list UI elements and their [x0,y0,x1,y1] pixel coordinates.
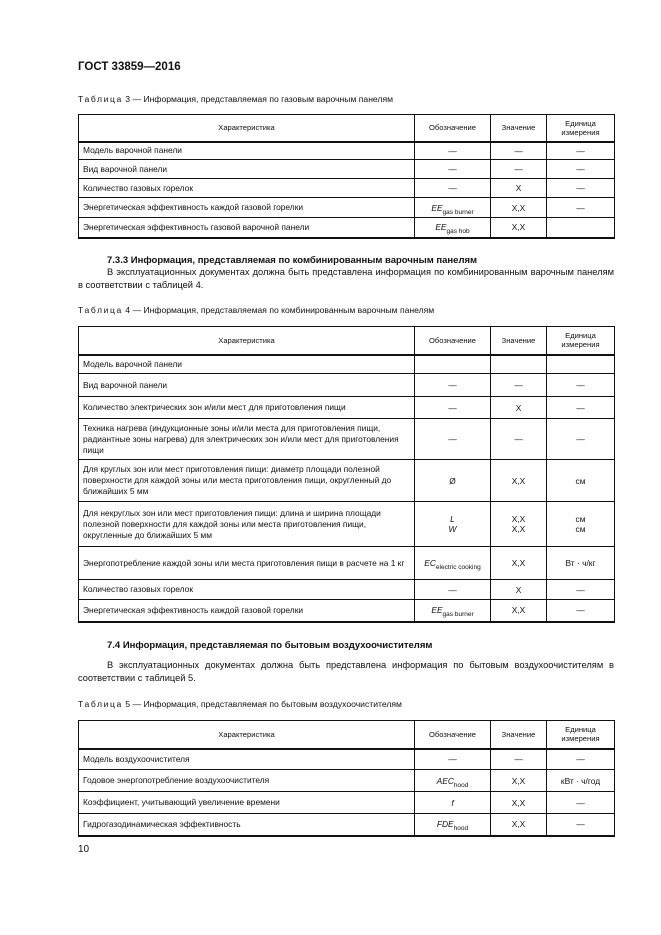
unit-cell [547,547,615,580]
unit-text: кВт · ч/год [560,775,601,786]
value-cell [491,502,547,547]
value-text: X [515,402,522,413]
section-7-3-3-heading: 7.3.3 Информация, представляемая по комбинированным варочным панелям [107,255,478,266]
characteristic-cell: Количество газовых горелок [79,179,415,198]
symbol-cell [415,547,491,580]
table-row [79,580,615,600]
value-cell [491,460,547,502]
characteristic-cell: Модель варочной панели [79,142,415,160]
value-text: X,X [511,819,526,830]
symbol-italic: FDE [436,819,454,830]
table3-caption-text: 3 — Информация, представляемая по газовым варочным панелям [125,94,394,104]
table-row [79,142,615,160]
characteristic-cell: Энергетическая эффективность каждой газовой горелки [79,198,415,218]
unit-text: — [576,380,585,390]
unit-text: см [575,514,586,524]
value-cell [491,419,547,460]
symbol-cell [415,600,491,622]
section-7-3-3-text: В эксплуатационных документах должна быть представлена информация по комбинированным варочным панелям в соответствии с таблицей 4. [78,267,614,290]
symbol-text: — [448,434,457,444]
table5-header-value: Значение [491,721,547,749]
table-row [79,749,615,770]
value-cell [491,580,547,600]
table4-header-symbol: Обозначение [415,327,491,355]
symbol-text: Ø [449,475,456,486]
value-text: X,X [511,514,526,524]
value-text: X,X [511,222,526,233]
table-row [79,374,615,397]
unit-cell [547,749,615,770]
symbol-italic: EC [424,558,436,568]
symbol-cell [415,749,491,770]
page-number: 10 [78,844,90,855]
table5-header-characteristic: Характеристика [79,721,415,749]
value-cell [491,198,547,218]
unit-text: — [576,819,585,830]
symbol-text: — [448,754,457,765]
symbol-cell [415,218,491,238]
unit-cell [547,460,615,502]
table-row [79,198,615,218]
table3-header-characteristic: Характеристика [79,115,415,142]
symbol-italic-2: W [448,524,457,534]
table5-caption-text: 5 — Информация, представляемая по бытовым воздухоочистителям [125,699,402,709]
value-cell [491,547,547,580]
unit-cell [547,142,615,160]
symbol-text: — [448,164,457,174]
table3-caption-label: Таблица [78,94,123,104]
value-cell [491,600,547,622]
value-text: — [514,754,523,765]
characteristic-cell: Гидрогазодинамическая эффективность [79,814,415,836]
symbol-cell [415,179,491,198]
unit-cell [547,160,615,179]
value-text: X,X [511,202,526,213]
table5 [78,720,615,837]
unit-cell [547,600,615,622]
symbol-subscript: electric cooking [435,564,481,571]
table5-caption [78,699,402,709]
unit-text: — [576,434,585,444]
value-cell [491,792,547,814]
unit-text: см [575,475,586,486]
table-row [79,419,615,460]
characteristic-cell: Количество газовых горелок [79,580,415,600]
symbol-text: — [448,380,457,390]
symbol-italic: AEC [436,775,454,786]
symbol-cell [415,397,491,419]
characteristic-cell: Энергетическая эффективность газовой варочной панели [79,218,415,238]
symbol-cell [415,355,491,374]
unit-cell [547,179,615,198]
value-text: — [514,145,523,156]
section-7-4-text: В эксплуатационных документах должна быть представлена информация по бытовым воздухоочистителям в соответствии с таблицей 5. [78,660,614,683]
value-text: — [514,380,523,390]
characteristic-cell: Техника нагрева (индукционные зоны и/или места для приготовления пищи, радиантные зоны нагрева) для электрических зон и/или мест для приготовления пищи [79,419,415,460]
value-text: X,X [511,605,526,616]
value-cell [491,179,547,198]
characteristic-cell: Для круглых зон или мест приготовления пищи: диаметр площади полезной поверхности для каждой зоны или места приготовления пищи, округленный до ближайших 5 мм [79,460,415,502]
table5-body [79,749,615,836]
characteristic-cell: Модель варочной панели [79,355,415,374]
table5-header-symbol: Обозначение [415,721,491,749]
value-cell [491,142,547,160]
symbol-cell [415,792,491,814]
table4 [78,326,615,623]
symbol-text: — [448,145,457,156]
symbol-cell [415,374,491,397]
symbol-cell [415,142,491,160]
symbol-subscript: gas hob [446,228,470,236]
value-text: X [515,183,522,193]
unit-cell [547,374,615,397]
unit-text: — [576,797,585,808]
symbol-cell [415,460,491,502]
section-7-4-heading: 7.4 Информация, представляемая по бытовым воздухоочистителям [107,640,433,651]
characteristic-cell: Энергетическая эффективность каждой газовой горелки [79,600,415,622]
symbol-cell [415,419,491,460]
table-row [79,218,615,238]
unit-text: — [576,164,585,174]
table3-caption [78,94,393,104]
value-text-2: X,X [511,524,526,534]
symbol-subscript: gas burner [442,611,474,619]
characteristic-cell: Годовое энергопотребление воздухоочистителя [79,770,415,792]
symbol-cell [415,580,491,600]
table-row [79,770,615,792]
unit-text: — [576,183,585,193]
characteristic-cell: Энергопотребление каждой зоны или места приготовления пищи в расчете на 1 кг [79,547,415,580]
symbol-cell [415,770,491,792]
unit-cell [547,218,615,238]
value-text: — [514,434,523,444]
table-row [79,179,615,198]
symbol-cell [415,814,491,836]
unit-text: — [576,145,585,156]
table4-header-value: Значение [491,327,547,355]
table-row [79,502,615,547]
value-text: X,X [511,797,526,808]
symbol-cell [415,502,491,547]
unit-text: — [576,605,585,616]
table4-caption [78,305,434,315]
value-cell [491,160,547,179]
table-row [79,792,615,814]
table4-body [79,355,615,622]
characteristic-cell: Количество электрических зон и/или мест для приготовления пищи [79,397,415,419]
symbol-italic: EE [431,202,443,213]
unit-cell [547,814,615,836]
symbol-subscript: hood [453,781,469,789]
value-text: X [515,584,522,595]
unit-cell [547,580,615,600]
table3 [78,114,615,239]
unit-text: — [576,584,585,595]
symbol-text: — [448,584,457,595]
table3-header-symbol: Обозначение [415,115,491,142]
table3-header-unit: Единица измерения [547,115,615,142]
characteristic-cell: Вид варочной панели [79,374,415,397]
table-row [79,814,615,836]
symbol-italic: EE [435,222,447,233]
symbol-italic: f [451,797,454,808]
table-row [79,547,615,580]
value-cell [491,770,547,792]
symbol-text: — [448,183,457,193]
symbol-italic: L [450,514,455,524]
symbol-cell [415,198,491,218]
symbol-cell [415,160,491,179]
table4-caption-label: Таблица [78,305,123,315]
table-row [79,160,615,179]
symbol-text: — [448,402,457,413]
table4-header-characteristic: Характеристика [79,327,415,355]
value-text: X,X [511,475,526,486]
unit-text: Вт · ч/кг [565,558,596,568]
unit-cell [547,397,615,419]
unit-cell [547,198,615,218]
value-text: — [514,164,523,174]
table5-caption-label: Таблица [78,699,123,709]
table4-caption-text: 4 — Информация, представляемая по комбинированным варочным панелям [125,305,435,315]
table5-header-unit: Единица измерения [547,721,615,749]
unit-cell [547,355,615,374]
value-cell [491,218,547,238]
symbol-subscript: hood [453,825,469,833]
table4-header-unit: Единица измерения [547,327,615,355]
value-cell [491,397,547,419]
characteristic-cell: Коэффициент, учитывающий увеличение времени [79,792,415,814]
value-text: X,X [511,775,526,786]
document-code: ГОСТ 33859—2016 [78,61,181,73]
value-cell [491,749,547,770]
table-row [79,600,615,622]
table-row [79,460,615,502]
unit-cell [547,502,615,547]
unit-text: — [576,402,585,413]
unit-cell [547,419,615,460]
characteristic-cell: Для некруглых зон или мест приготовления пищи: длина и ширина площади полезной поверхности для каждой зоны или места приготовления пищи, округленные до ближайших 5 мм [79,502,415,547]
symbol-subscript: gas burner [442,208,474,216]
value-text: X,X [511,558,526,568]
table-row [79,397,615,419]
symbol-italic: EE [431,605,443,616]
unit-text-2: см [575,524,586,534]
unit-text: — [576,754,585,765]
unit-cell [547,792,615,814]
value-cell [491,374,547,397]
table-row [79,355,615,374]
value-cell [491,814,547,836]
characteristic-cell: Вид варочной панели [79,160,415,179]
unit-text: — [576,202,585,213]
unit-cell [547,770,615,792]
table3-body [79,142,615,238]
table3-header-value: Значение [491,115,547,142]
characteristic-cell: Модель воздухоочистителя [79,749,415,770]
value-cell [491,355,547,374]
